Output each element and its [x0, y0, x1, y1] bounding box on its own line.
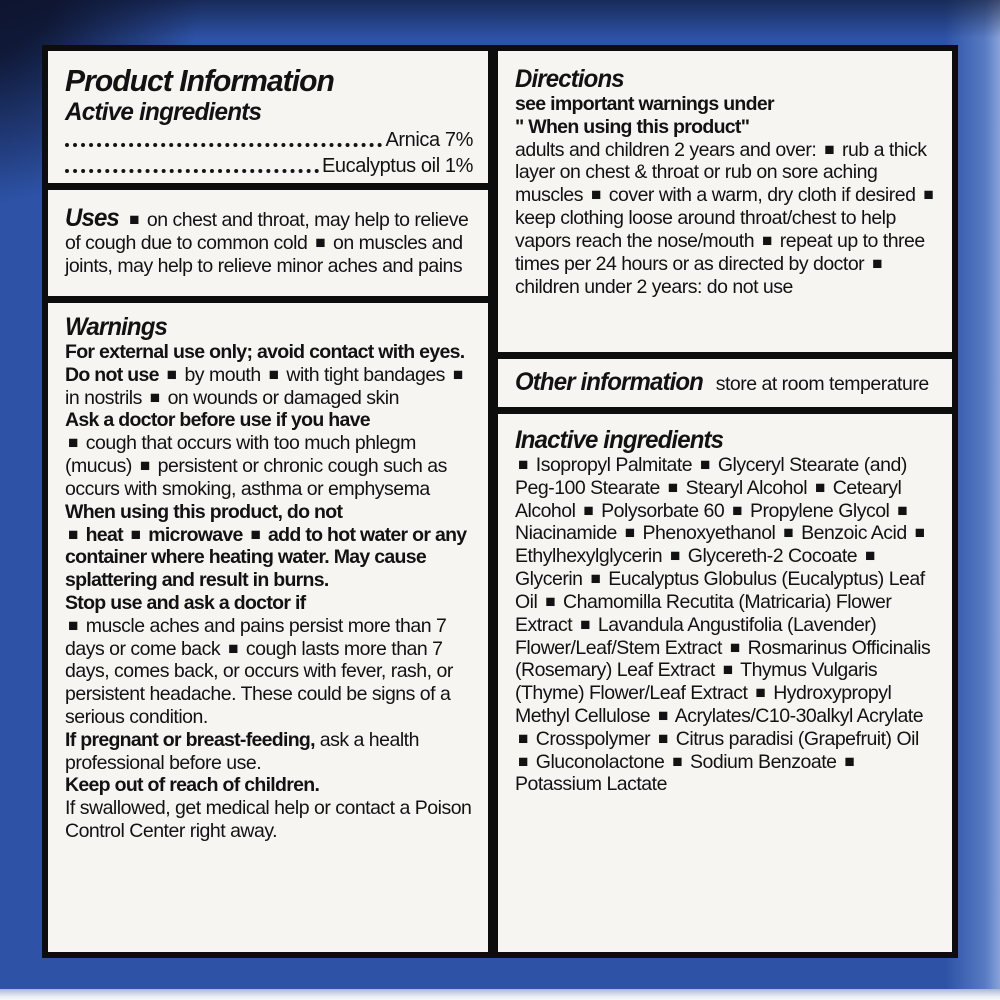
active-ingredient-value: Eucalyptus oil 1%	[321, 154, 473, 177]
drug-facts-label	[42, 45, 958, 958]
directions-section: Directions see important warnings under " When using this product" adults and children 2 years and over: ■ rub a thick layer on chest & throat or rub on sore aching muscles ■ cover with a warm, dry cloth if desired ■ keep clothing loose around throat/chest to help vapors reach the nose/mouth ■ repeat up to three times per 24 hours or as directed by doctor ■ children under 2 years: do not use	[498, 51, 952, 352]
active-ingredient-row	[65, 152, 473, 178]
label-left-column	[48, 51, 488, 952]
label-right-column	[498, 51, 952, 952]
product-information-section	[48, 51, 488, 183]
active-ingredients-heading: Active ingredients	[65, 97, 262, 126]
warnings-section: Warnings For external use only; avoid contact with eyes. Do not use ■ by mouth ■ with tight bandages ■ in nostrils ■ on wounds or damaged skin Ask a doctor before use if you have ■ cough that occurs with too much phlegm (mucus) ■ persistent or chronic cough such as occurs with smoking, asthma or emphysema When using this product, do not ■ heat ■ microwave ■ add to hot water or any container where heating water. May cause splattering and result in burns. Stop use and ask a doctor if ■ muscle aches and pains persist more than 7 days or come back ■ cough lasts more than 7 days, comes back, or occurs with fever, rash, or persistent headache. These could be signs of a serious condition. If pregnant or breast-feeding, ask a health professional before use. Keep out of reach of children. If swallowed, get medical help or contact a Poison Control Center right away.	[48, 303, 488, 952]
product-information-title: Product Information	[65, 63, 334, 98]
other-information-section: Other information store at room temperature	[498, 359, 952, 407]
inactive-ingredients-section: Inactive ingredients ■ Isopropyl Palmitate ■ Glyceryl Stearate (and) Peg-100 Stearate ■ Stearyl Alcohol ■ Cetearyl Alcohol ■ Polysorbate 60 ■ Propylene Glycol ■ Niacinamide ■ Phenoxyethanol ■ Benzoic Acid ■ Ethylhexylglycerin ■ Glycereth-2 Cocoate ■ Glycerin ■ Eucalyptus Globulus (Eucalyptus) Leaf Oil ■ Chamomilla Recutita (Matricaria) Flower Extract ■ Lavandula Angustifolia (Lavender) Flower/Leaf/Stem Extract ■ Rosmarinus Officinalis (Rosemary) Leaf Extract ■ Thymus Vulgaris (Thyme) Flower/Leaf Extract ■ Hydroxypropyl Methyl Cellulose ■ Acrylates/C10-30alkyl Acrylate ■ Crosspolymer ■ Citrus paradisi (Grapefruit) Oil ■ Gluconolactone ■ Sodium Benzoate ■ Potassium Lactate	[498, 414, 952, 952]
dotted-leader	[65, 169, 319, 173]
photo-bottom-edge	[0, 989, 1000, 1000]
active-ingredient-value: Arnica 7%	[385, 128, 473, 151]
dotted-leader	[65, 143, 382, 147]
uses-section: Uses ■ on chest and throat, may help to relieve of cough due to common cold ■ on muscles and joints, may help to relieve minor aches and pains	[48, 190, 488, 296]
active-ingredient-row	[65, 126, 473, 152]
